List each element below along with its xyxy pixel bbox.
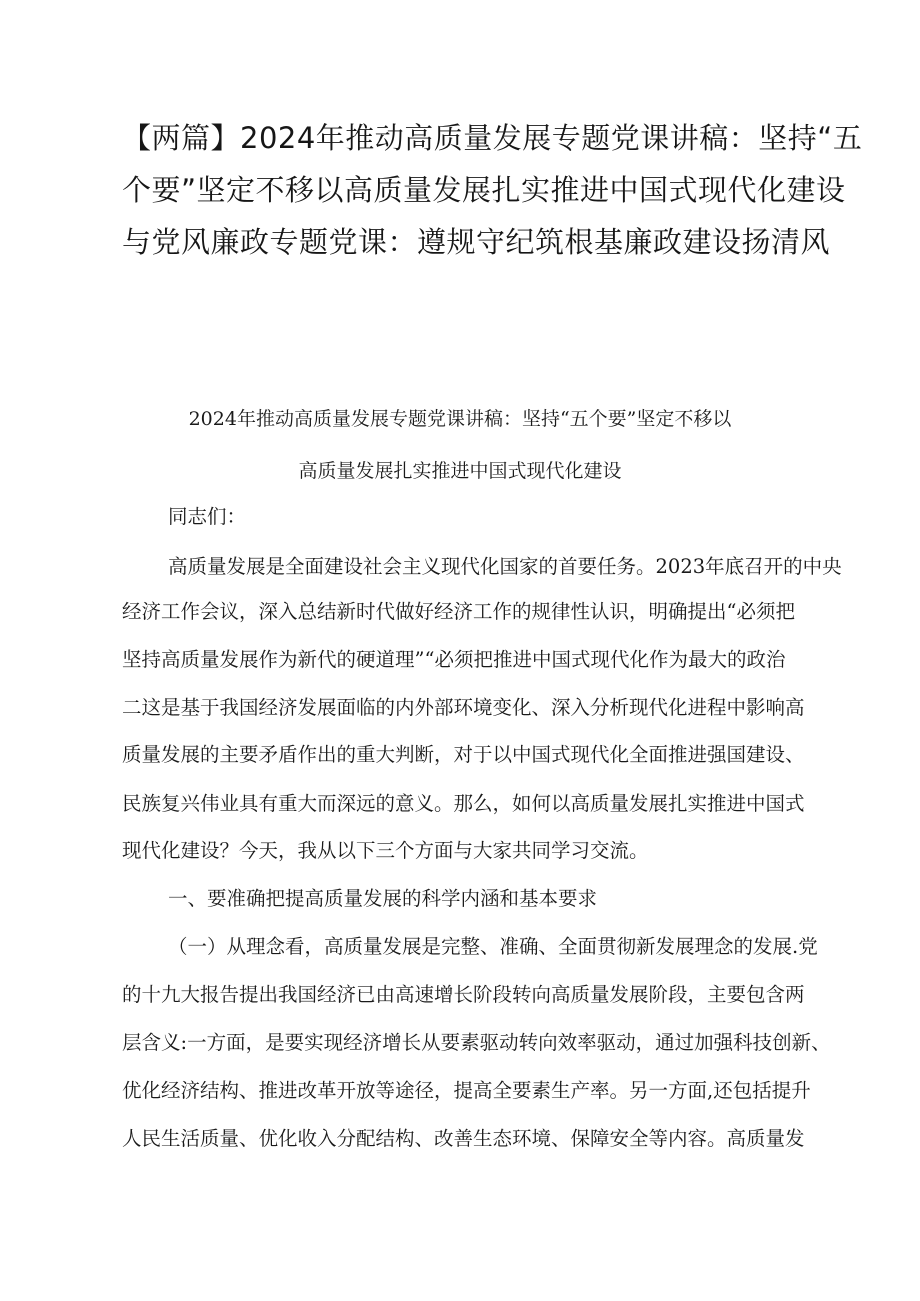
paragraph-2-line-3: 层含义:一方面，是要实现经济增长从要素驱动转向效率驱动，通过加强科技创新、 <box>122 1031 831 1054</box>
document-main-title <box>122 112 863 268</box>
paragraph-2-line-2: 的十九大报告提出我国经济已由高速增长阶段转向高质量发展阶段，主要包含两 <box>122 983 805 1006</box>
main-title-line-1: 【两篇】2024年推动高质量发展专题党课讲稿：坚持“五 <box>122 121 863 155</box>
main-title-line-2: 个要”坚定不移以高质量发展扎实推进中国式现代化建设 <box>122 173 846 207</box>
paragraph-2-line-1: （一）从理念看，高质量发展是完整、准确、全面贯彻新发展理念的发展.党 <box>168 935 818 958</box>
paragraph-1-line-7: 现代化建设？今天，我从以下三个方面与大家共同学习交流。 <box>122 839 649 862</box>
paragraph-1-line-1: 高质量发展是全面建设社会主义现代化国家的首要任务。2023年底召开的中央 <box>168 555 842 578</box>
paragraph-2-line-4: 优化经济结构、推进改革开放等途径，提高全要素生产率。另一方面,还包括提升 <box>122 1079 811 1102</box>
paragraph-1-line-3: 坚持高质量发展作为新代的硬道理”“必须把推进中国式现代化作为最大的政治 <box>122 648 786 671</box>
paragraph-1-line-2: 经济工作会议，深入总结新时代做好经济工作的规律性认识，明确提出“必须把 <box>122 600 795 623</box>
main-title-line-3: 与党风廉政专题党课：遵规守纪筑根基廉政建设扬清风 <box>122 225 831 259</box>
sub-title-line-2: 高质量发展扎实推进中国式现代化建设 <box>298 460 622 482</box>
section-heading: 一、要准确把提高质量发展的科学内涵和基本要求 <box>168 887 598 910</box>
salutation: 同志们： <box>168 505 247 528</box>
paragraph-1-line-6: 民族复兴伟业具有重大而深远的意义。那么，如何以高质量发展扎实推进中国式 <box>122 792 805 815</box>
sub-title-line-1: 2024年推动高质量发展专题党课讲稿：坚持“五个要”坚定不移以 <box>188 408 732 430</box>
paragraph-1-line-4: 二这是基于我国经济发展面临的内外部环境变化、深入分析现代化进程中影响高 <box>122 696 805 719</box>
paragraph-2-line-5: 人民生活质量、优化收入分配结构、改善生态环境、保障安全等内容。高质量发 <box>122 1127 805 1150</box>
paragraph-1-line-5: 质量发展的主要矛盾作出的重大判断，对于以中国式现代化全面推进强国建设、 <box>122 743 805 766</box>
